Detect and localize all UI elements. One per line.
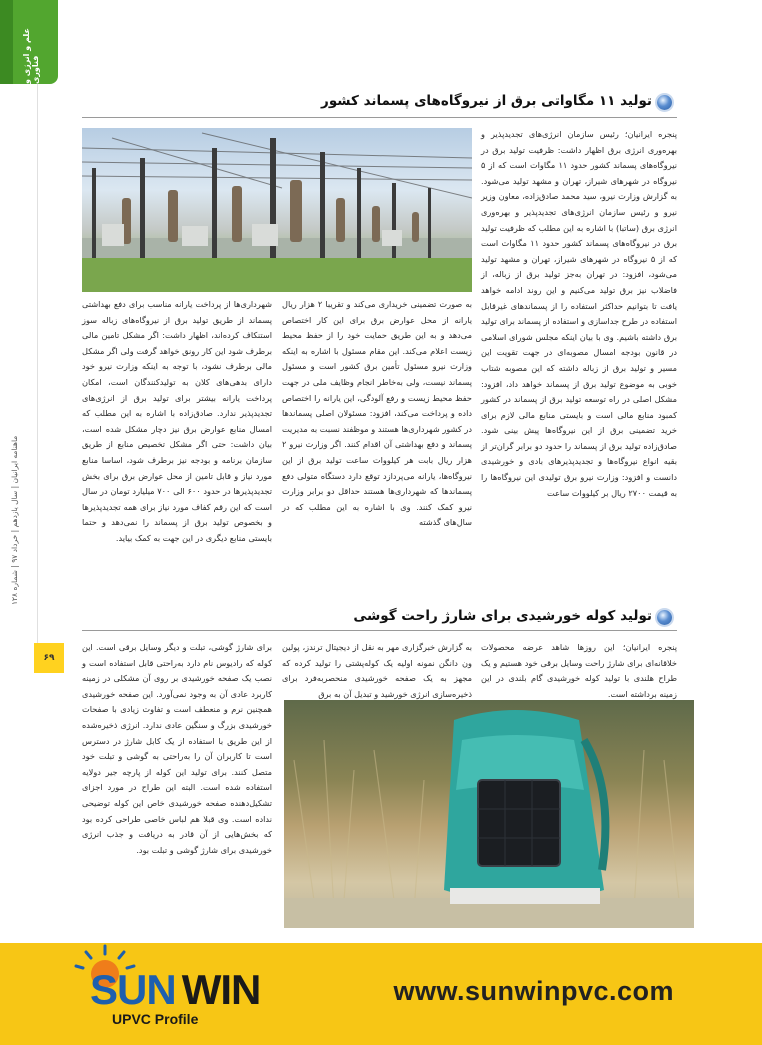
brand-win: WIN <box>181 966 261 1013</box>
article1-rule <box>82 117 677 118</box>
article1-title: تولید ۱۱ مگاواتی برق از نیروگاه‌های پسماند کشور <box>321 93 652 109</box>
side-divider <box>37 84 38 646</box>
article2-col-right: پنجره ایرانیان؛ این روزها شاهد عرضه محصولات خلاقانه‌ای برای شارژ راحت وسایل برقی خود هستیم و یک طراح هلندی با تولید کوله خورشیدی گام بلندی در این زمینه برداشته است. <box>481 642 677 699</box>
article1-col-right: پنجره ایرانیان؛ رئیس سازمان انرژی‌های تجدیدپذیر و بهره‌وری انرژی برق اظهار داشت: ظرفیت تولید برق در نیروگاه‌های پسماند کشور حدود ۱۱ مگاوات است که از ۵ نیروگاه در شهرهای شیراز، تهران و مشهد تولید می‌شود. به گزارش وزارت نیرو، سید محمد صادق‌زاده، معاون وزیر نیرو و رئیس سازمان انرژی‌های تجدیدپذیر و بهره‌وری انرژی برق (ساتبا) با اشاره به این مطلب که ظرفیت تولید برق در نیروگاه‌های پسماند کشور حدود ۱۱ مگاوات است که از ۵ نیروگاه در شهرهای شیراز، تهران و مشهد تولید می‌شود، افزود: در تهران به‌جز تولید برق از زباله، از فاضلاب نیز برق تولید می‌کنیم و این روند ادامه خواهد یافت تا بتوانیم حداکثر استفاده را از پسماندهای غیرقابل استفاده در طرح جداسازی و استفاده از پسماند برای تولید برق داشته باشیم. وی با بیان اینکه مجلس شورای اسلامی در قانون بودجه امسال مصوبه‌ای در جهت تقویت این مسیر و تولید برق از زباله داشته که این مصوبه شتاب خوبی به موضوع تولید برق از پسماند خواهد داد، افزود: مشکل اصلی در راه توسعه تولید برق از پسماند در کشور کمبود منابع مالی است و بایستی منابع مالی لازم برای خرید تضمینی برق از این نیروگاه‌ها پیش بینی شود. صادق‌زاده تولید برق از پسماند را حدود دو برابر گران‌تر از بقیه انواع نیروگاه‌ها و تجدیدپذیرهای بادی و خورشیدی دانست و افزود: وزارت نیرو برق تولیدی این نیروگاه‌ها را به قیمت ۲۷۰۰ ریال بر کیلووات ساعت <box>481 129 677 498</box>
power-station-illustration <box>82 128 472 292</box>
backpack-illustration <box>284 700 694 928</box>
globe-icon <box>657 95 672 110</box>
article2-col-left: برای شارژ گوشی، تبلت و دیگر وسایل برقی است. این کوله که رادیوس نام دارد به‌راحتی قابل استفاده است و نصب یک صفحه خورشیدی بر روی آن مشکلی در زمینه کاربرد عادی آن به وجود نمی‌آورد. این صفحه خورشیدی همچنین نرم و منعطف است و تفاوت زیادی با صفحات خورشیدی بزرگ و سنگین عادی ندارد. انرژی ذخیره‌شده از این طریق با استفاده از یک کابل شارژ در دسترس است تا کاربران آن را به‌راحتی به گوشی و تبلت خود متصل کنند. برای تولید این کوله از پارچه جیر دولایه استفاده شده است. البته این طراح در مورد اجزای تشکیل‌دهنده صفحه خورشیدی خاص این کوله توضیحی نداده است. وی قبلا هم لباس خاصی طراحی کرده بود که بخش‌هایی از آن قادر به دریافت و جذب انرژی خورشیدی برای شارژ گوشی و تبلت بود. <box>82 642 272 855</box>
section-tab-label: علم و انرژی و فناوری <box>22 28 40 84</box>
brand-tagline: UPVC Profile <box>112 1011 199 1027</box>
brand-sun: SUN <box>90 966 176 1013</box>
power-station-photo <box>82 128 472 292</box>
section-tab-strip <box>0 0 13 84</box>
ad-url[interactable]: www.sunwinpvc.com <box>393 976 674 1006</box>
article1-col-middle: به صورت تضمینی خریداری می‌کند و تقریبا ۲ هزار ریال یارانه از محل عوارض برق برای این کار اختصاص می‌دهد و به این طریق حمایت خود را از حفظ محیط زیست اعلام می‌کند. این مقام مسئول با اشاره به اینکه وزارت نیرو مسئول تأمین برق کشور است و مسئول پسماند نیست، ولی به‌خاطر انجام وظایف ملی در جهت حفظ محیط زیست و رفع آلودگی، این یارانه را اختصاص داده و پرداخت می‌کند، افزود: مسئولان اصلی پسماندها در کشور شهرداری‌ها هستند و موظفند نسبت به مدیریت پسماند و دفع بهداشتی آن اقدام کنند. اگر وزارت نیرو ۲ هزار ریال بابت هر کیلووات ساعت تولید برق از این نیروگاه‌ها، یارانه می‌پردازد توقع دارد دستگاه متولی دفع پسماندها که شهرداری‌ها هستند حداقل دو برابر وزارت نیرو کمک کنند. وی با اشاره به این مطلب که در سال‌های گذشته <box>282 299 472 528</box>
article2-title: تولید کوله خورشیدی برای شارژ راحت گوشی <box>353 608 652 624</box>
solar-backpack-photo <box>284 700 694 928</box>
article2-rule <box>82 630 677 631</box>
issue-meta: ماهنامه ایرانیان | سال یازدهم | خرداد ۹۷ | شماره ۱۲۸ <box>10 435 19 605</box>
page-number: ۶۹ <box>34 643 64 673</box>
globe-icon <box>657 610 672 625</box>
article1-col-left: شهرداری‌ها از پرداخت یارانه مناسب برای دفع بهداشتی پسماند از طریق تولید برق از نیروگاه‌های زباله سوز استنکاف کرده‌اند، اظهار داشت: اگر مشکل تامین مالی برطرف شود این کار رونق خواهد گرفت ولی اگر مشکل مالی برطرف نشود، با توجه به اینکه وزارت نیرو خود دارای بدهی‌های کلان به تولیدکنندگان است، امکان پرداخت یارانه بیشتر برای تولید برق از انرژی‌های تجدیدپذیر ندارد. صادق‌زاده با اشاره به این مطلب که امسال منابع عوارض برق نیز دچار مشکل شده است، بیان داشت: حتی اگر مشکل تخصیص منابع از طریق سازمان برنامه و بودجه نیز برطرف شود، اساسا منابع مورد نیاز و قابل تامین از محل عوارض برق برای بخش تجدیدپذیرها در حدود ۶۰۰ الی ۷۰۰ میلیارد تومان در سال است که این رقم کفاف مورد نیاز برای همه تجدیدپذیرها و بخصوص تولید برق از پسماند را نمی‌دهد و حتما بایستی منابع دیگری در این جهت به کمک بیاید. <box>82 299 272 543</box>
article2-col-middle: به گزارش خبرگزاری مهر به نقل از دیجیتال ترندز، پولین ون دانگن نمونه اولیه یک کوله‌پشتی را تولید کرده که مجهز به یک صفحه خورشیدی منحصربه‌فرد برای ذخیره‌سازی انرژی خورشید و تبدیل آن به برق <box>282 642 472 699</box>
